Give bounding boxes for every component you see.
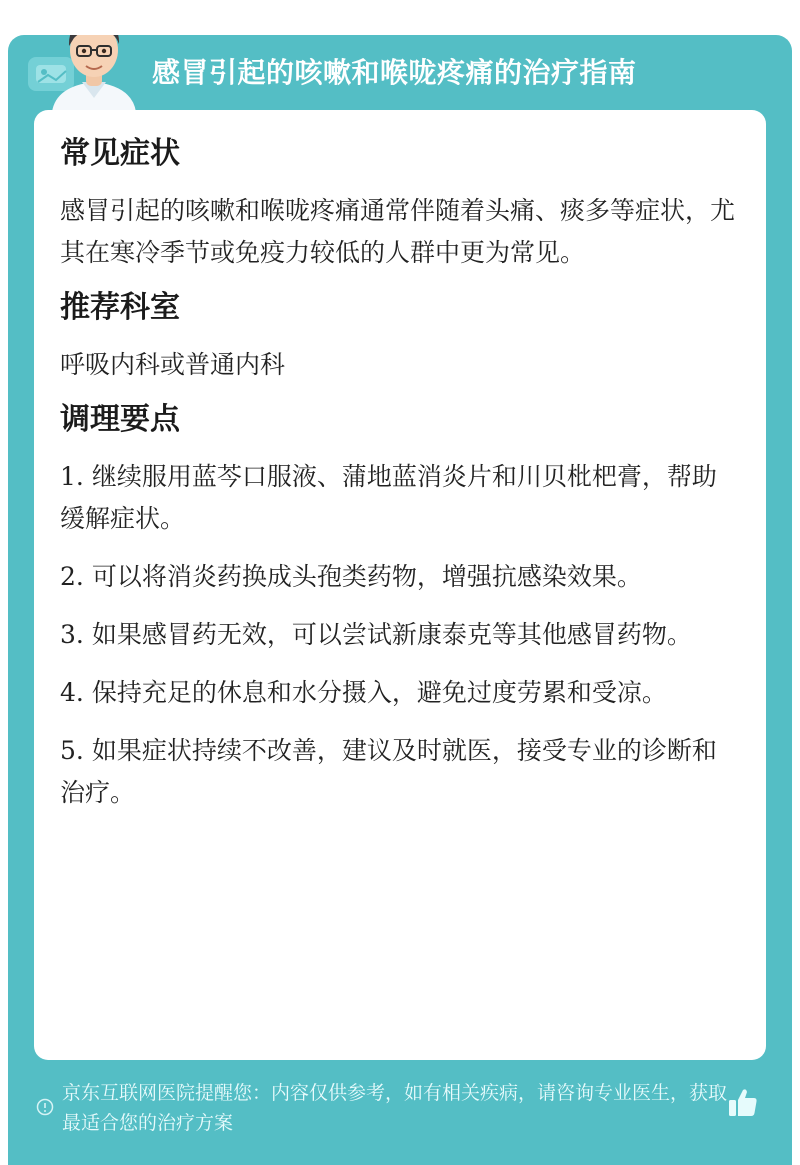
doctor-avatar xyxy=(44,35,144,112)
list-item-number: 3. xyxy=(60,620,84,649)
footer-text: 京东互联网医院提醒您：内容仅供参考，如有相关疾病，请咨询专业医生，获取最适合您的治疗方案 xyxy=(62,1082,728,1134)
list-item-text: 可以将消炎药换成头孢类药物，增强抗感染效果。 xyxy=(91,562,642,591)
list-item xyxy=(60,456,740,540)
thumbs-up-icon[interactable] xyxy=(726,1086,760,1120)
department-text: 呼吸内科或普通内科 xyxy=(60,350,286,379)
list-item xyxy=(60,672,740,714)
list-item-text: 继续服用蓝芩口服液、蒲地蓝消炎片和川贝枇杷膏，帮助缓解症状。 xyxy=(60,462,717,533)
list-item-number: 2. xyxy=(60,562,84,591)
content-card xyxy=(34,110,766,1060)
list-item-number: 1. xyxy=(60,462,84,491)
list-item-number: 4. xyxy=(60,678,84,707)
list-item xyxy=(60,614,740,656)
list-item xyxy=(60,730,740,814)
section-heading-care: 调理要点 xyxy=(60,402,180,437)
symptoms-text: 感冒引起的咳嗽和喉咙疼痛通常伴随着头痛、痰多等症状，尤其在寒冷季节或免疫力较低的人群中更为常见。 xyxy=(60,196,736,267)
guide-panel xyxy=(8,35,792,1165)
info-icon xyxy=(36,1098,54,1116)
list-item xyxy=(60,556,740,598)
list-item-text: 保持充足的休息和水分摄入，避免过度劳累和受凉。 xyxy=(91,678,667,707)
section-heading-department: 推荐科室 xyxy=(60,290,180,325)
list-item-text: 如果症状持续不改善，建议及时就医，接受专业的诊断和治疗。 xyxy=(60,736,717,807)
list-item-text: 如果感冒药无效，可以尝试新康泰克等其他感冒药物。 xyxy=(91,620,692,649)
page-title: 感冒引起的咳嗽和喉咙疼痛的治疗指南 xyxy=(152,56,637,89)
list-item-number: 5. xyxy=(60,736,84,765)
section-heading-symptoms: 常见症状 xyxy=(60,136,180,171)
